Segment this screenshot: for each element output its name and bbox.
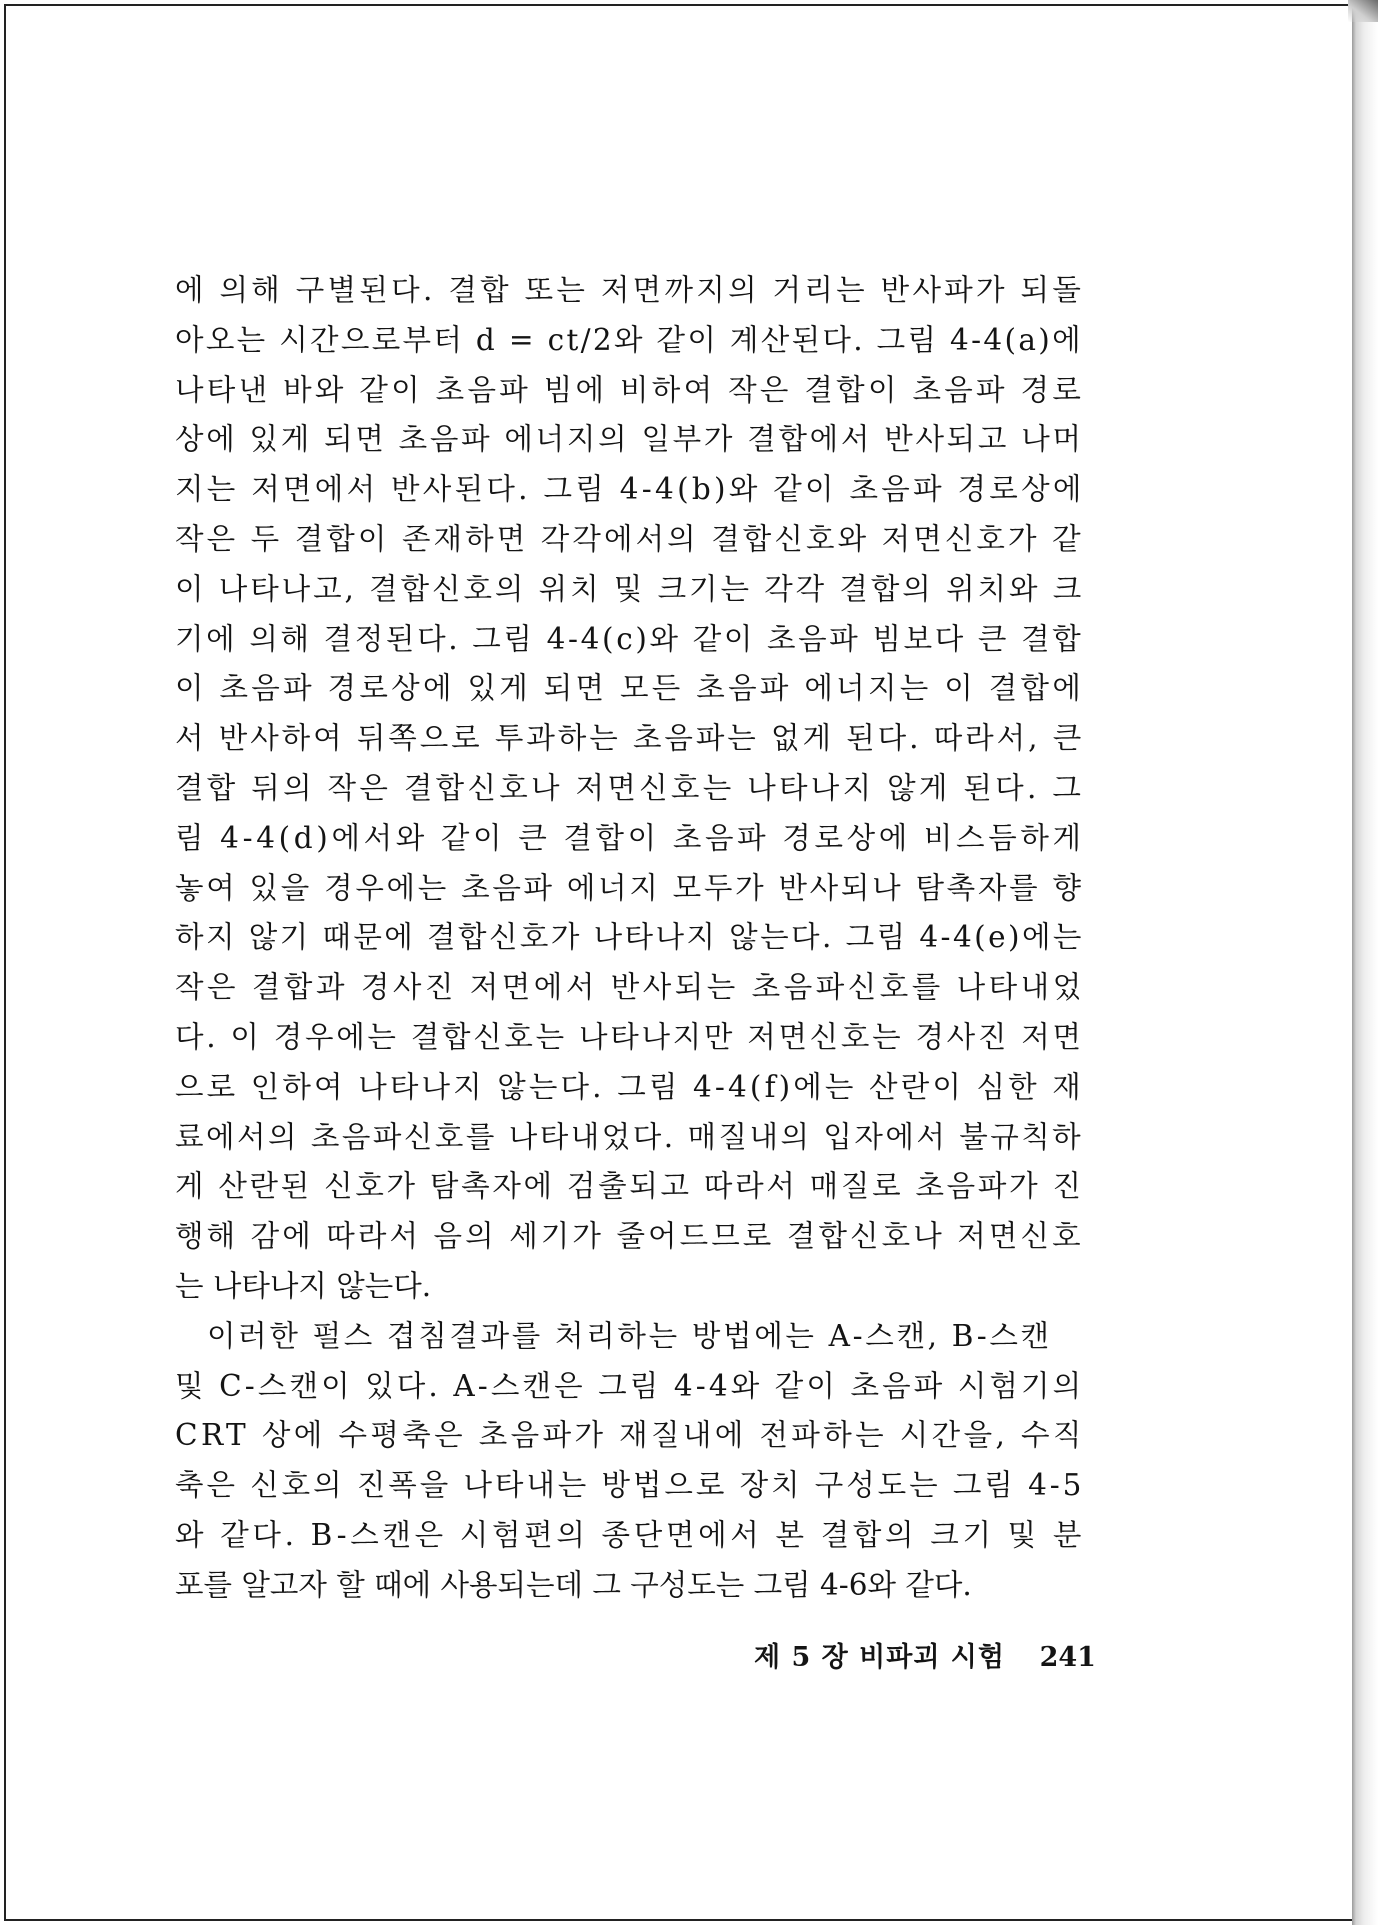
chapter-title: 제 5 장 비파괴 시험 xyxy=(754,1642,1005,1673)
text-line: CRT 상에 수평축은 초음파가 재질내에 전파하는 시간을, 수직 xyxy=(175,1418,1085,1453)
text-line: 료에서의 초음파신호를 나타내었다. 매질내의 입자에서 불규칙하 xyxy=(175,1119,1084,1154)
text-line: 작은 두 결합이 존재하면 각각에서의 결합신호와 저면신호가 같 xyxy=(175,521,1084,556)
text-line: 기에 의해 결정된다. 그림 4-4(c)와 같이 초음파 빔보다 큰 결합 xyxy=(175,621,1084,656)
scan-edge-shadow xyxy=(1352,0,1378,1925)
text-line: 지는 저면에서 반사된다. 그림 4-4(b)와 같이 초음파 경로상에 xyxy=(175,472,1085,507)
text-line: 는 나타나지 않는다. xyxy=(175,1268,432,1303)
text-line: 아오는 시간으로부터 d = ct/2와 같이 계산된다. 그림 4-4(a)에 xyxy=(175,322,1083,357)
text-line: 림 4-4(d)에서와 같이 큰 결합이 초음파 경로상에 비스듬하게 xyxy=(175,820,1085,855)
text-line: 상에 있게 되면 초음파 에너지의 일부가 결합에서 반사되고 나머 xyxy=(175,422,1084,457)
scan-corner-shadow xyxy=(1348,0,1378,22)
text-line: 축은 신호의 진폭을 나타내는 방법으로 장치 구성도는 그림 4-5 xyxy=(175,1468,1085,1503)
text-line: 다. 이 경우에는 결합신호는 나타나지만 저면신호는 경사진 저면 xyxy=(175,1019,1084,1054)
body-text xyxy=(175,266,1086,1611)
text-line: 서 반사하여 뒤쪽으로 투과하는 초음파는 없게 된다. 따라서, 큰 xyxy=(175,721,1085,756)
text-line: 이 초음파 경로상에 있게 되면 모든 초음파 에너지는 이 결합에 xyxy=(175,671,1085,706)
page-footer xyxy=(754,1638,1096,1678)
text-line: 행해 감에 따라서 음의 세기가 줄어드므로 결합신호나 저면신호 xyxy=(175,1219,1084,1254)
text-line: 놓여 있을 경우에는 초음파 에너지 모두가 반사되나 탐촉자를 향 xyxy=(175,870,1084,905)
text-line: 나타낸 바와 같이 초음파 빔에 비하여 작은 결합이 초음파 경로 xyxy=(175,372,1085,407)
text-line: 및 C-스캔이 있다. A-스캔은 그림 4-4와 같이 초음파 시험기의 xyxy=(175,1368,1085,1403)
text-line: 포를 알고자 할 때에 사용되는데 그 구성도는 그림 4-6와 같다. xyxy=(175,1567,972,1602)
text-line: 하지 않기 때문에 결합신호가 나타나지 않는다. 그림 4-4(e)에는 xyxy=(175,920,1084,955)
text-line: 이 나타나고, 결합신호의 위치 및 크기는 각각 결합의 위치와 크 xyxy=(175,571,1085,606)
paragraph-first-line: 이러한 펄스 겹침결과를 처리하는 방법에는 A-스캔, B-스캔 xyxy=(207,1318,1052,1353)
text-line: 에 의해 구별된다. 결합 또는 저면까지의 거리는 반사파가 되돌 xyxy=(175,273,1085,307)
text-line: 와 같다. B-스캔은 시험편의 종단면에서 본 결합의 크기 및 분 xyxy=(175,1517,1086,1552)
text-line: 작은 결합과 경사진 저면에서 반사되는 초음파신호를 나타내었 xyxy=(175,970,1085,1005)
text-line: 결합 뒤의 작은 결합신호나 저면신호는 나타나지 않게 된다. 그 xyxy=(175,770,1085,805)
text-line: 으로 인하여 나타나지 않는다. 그림 4-4(f)에는 산란이 심한 재 xyxy=(175,1069,1084,1104)
page-number: 241 xyxy=(1039,1642,1096,1673)
text-line: 게 산란된 신호가 탐촉자에 검출되고 따라서 매질로 초음파가 진 xyxy=(175,1169,1084,1204)
